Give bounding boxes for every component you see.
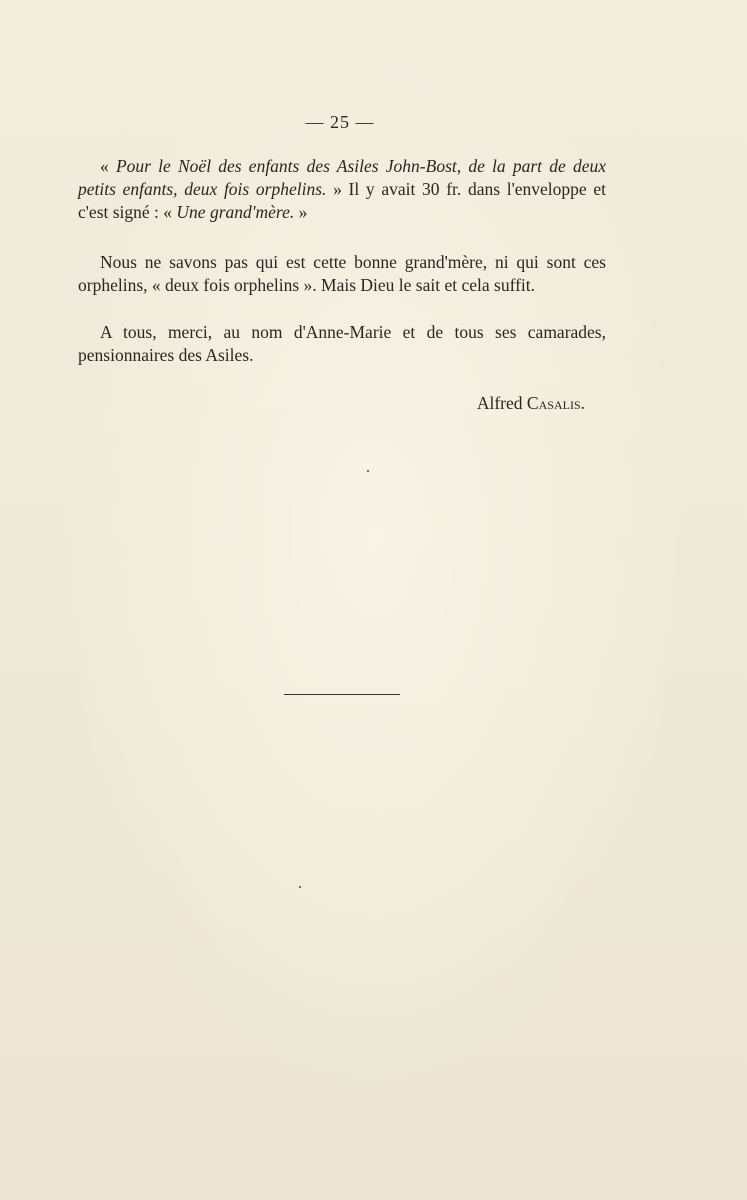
signature-first-name: Alfred (476, 393, 527, 413)
speck-mark (299, 886, 301, 888)
body-paragraph-grandmother: Nous ne savons pas qui est cette bonne grand'mère, ni qui sont ces orphelins, « deux fois orphelins ». Mais Dieu le sait et cela suffit. (78, 252, 606, 295)
paragraph-continuation: » Il y avait 30 fr. dans l'enveloppe et c'est signé : « (78, 179, 606, 222)
close-quote: » (294, 202, 308, 222)
signature-last-initial: C (526, 393, 539, 413)
signature-period: . (580, 393, 585, 413)
section-divider-rule (284, 694, 400, 695)
page-number: — 25 — (305, 112, 375, 132)
signed-name: Une grand'mère. (176, 202, 295, 222)
open-quote: « (100, 156, 116, 176)
quoted-dedication: Pour le Noël des enfants des Asiles John-Bost, de la part de deux petits enfants, deux fois orphelins. (78, 156, 607, 199)
signature-last-rest: asalis (538, 393, 581, 413)
speck-mark (367, 470, 369, 472)
signature (477, 392, 585, 415)
body-paragraph-thanks: A tous, merci, au nom d'Anne-Marie et de tous ses camarades, pensionnaires des Asiles. (78, 322, 606, 365)
quoted-paragraph (78, 155, 606, 224)
